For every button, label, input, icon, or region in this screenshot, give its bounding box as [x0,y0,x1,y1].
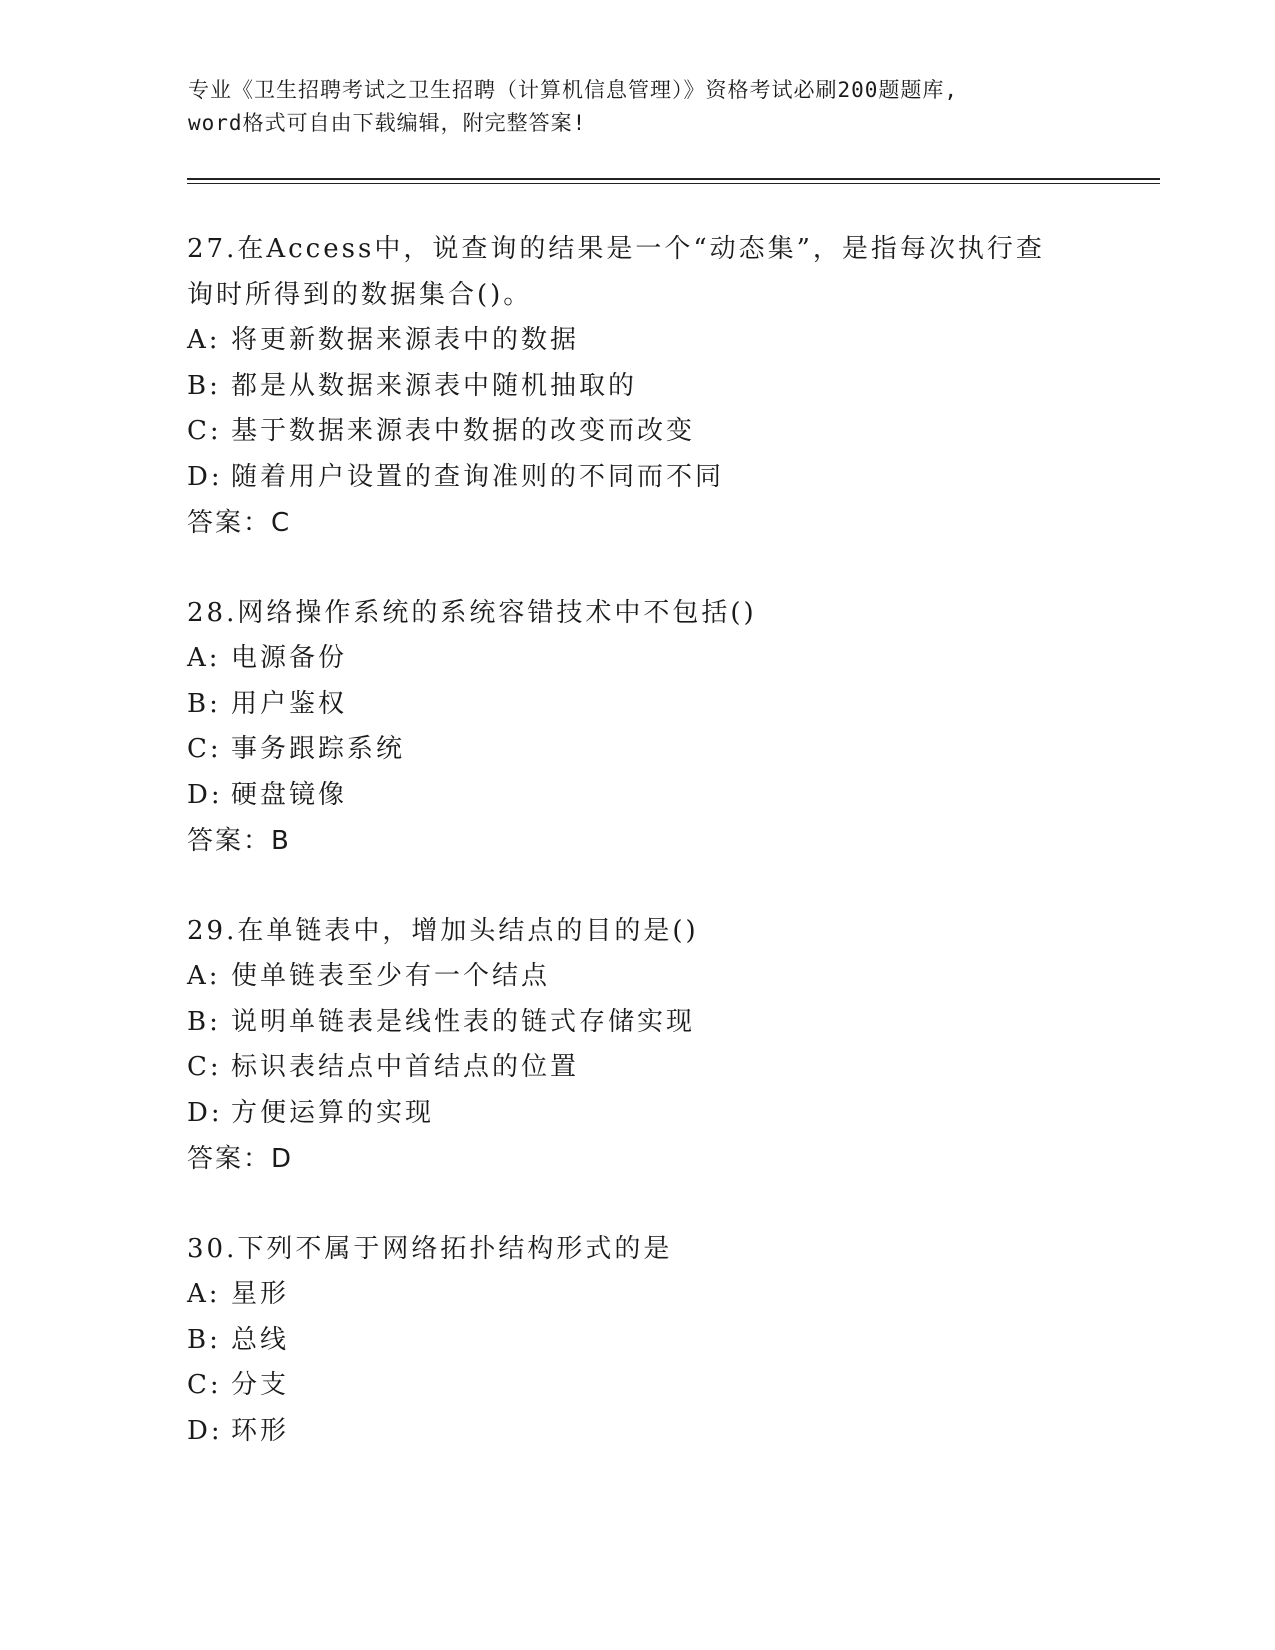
option-key: A: [187,325,221,355]
question-stem: 29.在单链表中，增加头结点的目的是() [187,916,699,946]
option-text: 环形 [231,1415,290,1446]
header-line-1: 专业《卫生招聘考试之卫生招聘（计算机信息管理）》资格考试必刷200题题库, [188,78,959,102]
option-text: 方便运算的实现 [231,1097,435,1128]
option-b [187,1000,1067,1046]
option-key: C: [187,734,222,764]
option-text: 总线 [231,1324,290,1355]
option-text: 使单链表至少有一个结点 [231,961,551,991]
question-list [187,226,1067,1498]
option-c [187,1045,1067,1091]
option-key: C: [187,1370,222,1400]
question-27 [187,226,1067,546]
question-30 [187,1226,1067,1454]
question-stem: 27.在Access中，说查询的结果是一个“动态集”，是指每次执行查询时所得到的数据集合()。 [187,234,1045,310]
option-key: B: [187,1324,221,1355]
option-key: D: [187,1097,223,1128]
option-c [187,409,1067,455]
option-text: 将更新数据来源表中的数据 [231,325,580,355]
option-a [187,1272,1067,1318]
option-text: 电源备份 [231,643,348,673]
option-key: C: [187,1052,222,1082]
option-text: 说明单链表是线性表的链式存储实现 [231,1006,696,1037]
option-d [187,773,1067,819]
option-text: 用户鉴权 [231,688,348,719]
question-stem: 30.下列不属于网络拓扑结构形式的是 [187,1234,673,1264]
option-key: D: [187,1415,223,1446]
option-c [187,727,1067,773]
header-line-2: word格式可自由下载编辑，附完整答案! [188,111,587,135]
option-text: 事务跟踪系统 [231,734,406,764]
option-b [187,1318,1067,1364]
option-text: 分支 [231,1370,290,1400]
answer-text: 答案：C [187,508,292,538]
option-d [187,455,1067,501]
option-text: 星形 [231,1279,290,1309]
option-key: B: [187,688,221,719]
answer-text: 答案：D [187,1144,294,1174]
option-key: A: [187,643,221,673]
option-b [187,364,1067,410]
option-text: 基于数据来源表中数据的改变而改变 [231,416,696,446]
option-key: C: [187,416,222,446]
option-text: 硬盘镜像 [231,779,348,810]
option-b [187,682,1067,728]
option-key: B: [187,1006,221,1037]
answer-text: 答案：B [187,826,291,856]
question-29 [187,908,1067,1182]
option-key: D: [187,779,223,810]
option-a [187,954,1067,1000]
option-d [187,1091,1067,1137]
option-text: 都是从数据来源表中随机抽取的 [231,370,638,401]
option-key: A: [187,961,221,991]
option-d [187,1409,1067,1455]
option-text: 标识表结点中首结点的位置 [231,1052,580,1082]
option-key: A: [187,1279,221,1309]
question-28 [187,590,1067,864]
option-c [187,1363,1067,1409]
option-a [187,636,1067,682]
option-key: B: [187,370,221,401]
option-text: 随着用户设置的查询准则的不同而不同 [231,461,725,492]
header-divider [187,178,1160,184]
option-key: D: [187,461,223,492]
option-a [187,318,1067,364]
question-stem: 28.网络操作系统的系统容错技术中不包括() [187,598,757,628]
document-header [188,74,1088,140]
